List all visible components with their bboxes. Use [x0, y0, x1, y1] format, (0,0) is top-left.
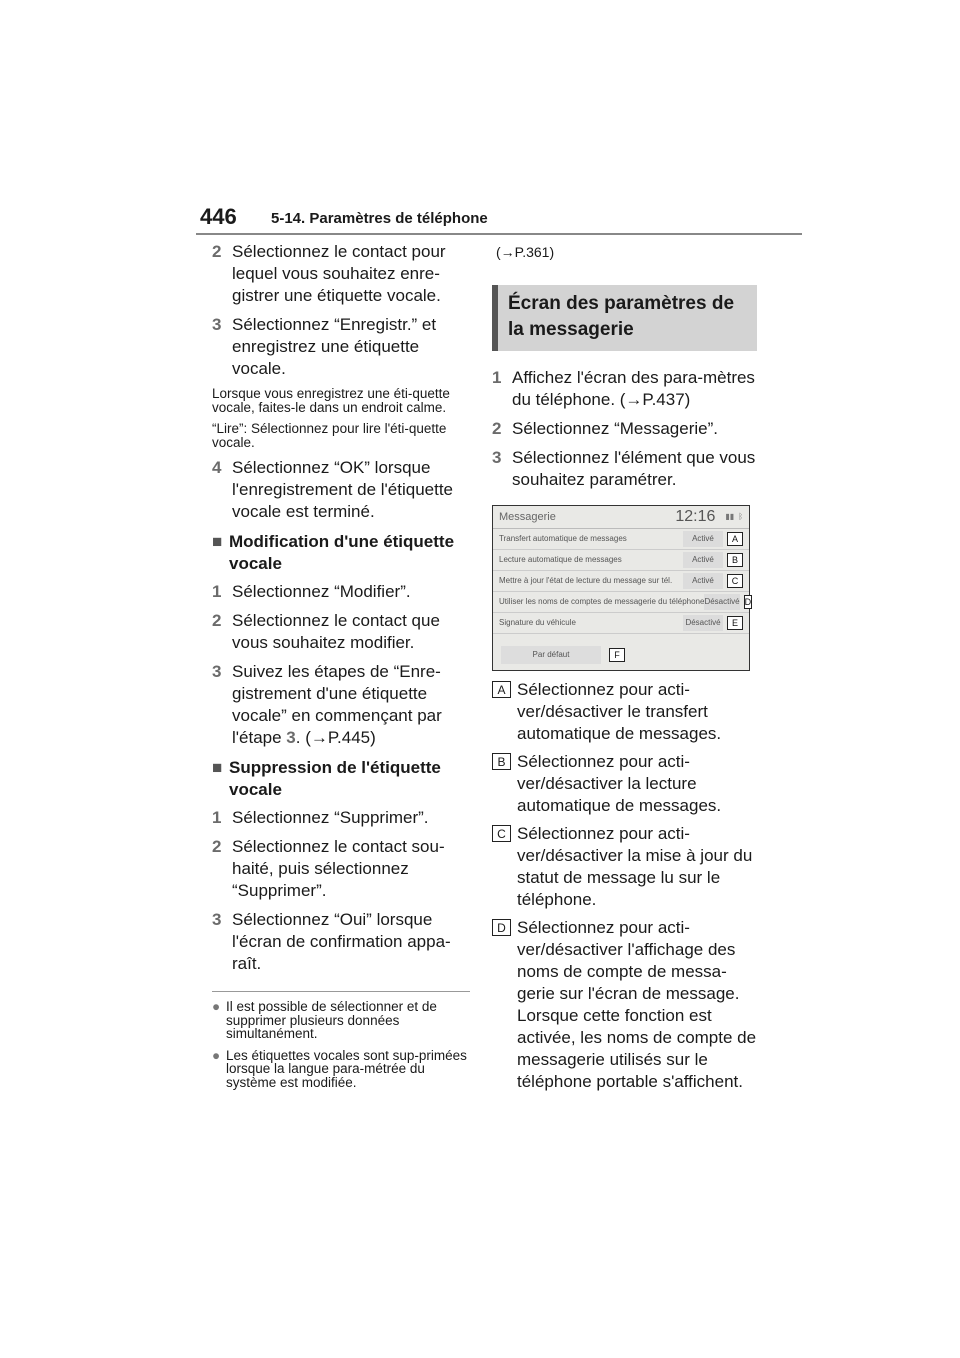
callout-description — [492, 679, 757, 745]
step — [492, 418, 757, 440]
step-number: 1 — [212, 808, 222, 827]
step-number: 4 — [212, 458, 222, 477]
section-heading-box: Écran des paramètres de la messagerie — [492, 285, 757, 351]
callout-text: Sélectionnez pour acti-ver/désactiver le transfert automatique de messages. — [517, 680, 722, 743]
callout-letter: C — [492, 825, 511, 842]
setting-row[interactable] — [493, 571, 749, 592]
step-number: 2 — [492, 419, 502, 438]
info-bullet — [212, 1000, 472, 1041]
step-text-part: Suivez les étapes de “Enre-gistrement d'une étiquette vocale” en commençant par l'étape — [232, 662, 442, 747]
subheading-text: Suppression de l'étiquette vocale — [229, 758, 441, 799]
right-column — [492, 241, 757, 1099]
step-text: Sélectionnez “Supprimer”. — [232, 808, 429, 827]
callout-tag: D — [744, 597, 752, 607]
step-text: Sélectionnez “OK” lorsque l'enregistrement de l'étiquette vocale est terminé. — [232, 458, 454, 521]
step-text: Sélectionnez “Messagerie”. — [512, 419, 718, 438]
callout-description — [492, 917, 757, 1093]
step — [212, 314, 472, 380]
step-text: Sélectionnez “Oui” lorsque l'écran de confirmation appa-raît. — [232, 910, 451, 973]
step — [212, 661, 472, 749]
step-number: 1 — [212, 582, 222, 601]
step — [212, 610, 472, 654]
callout-text: Sélectionnez pour acti-ver/désactiver l'affichage des noms de compte de messa-gerie sur l'écran de message. Lorsque cette fonction est activée, les noms de compte de messagerie utilisés sur le téléphone portable s'affichent. — [517, 918, 757, 1091]
page-reference: . (→P.445) — [295, 728, 376, 747]
setting-row[interactable] — [493, 613, 749, 634]
note: Lorsque vous enregistrez une éti-quette vocale, faites-le dans un endroit calme. — [212, 386, 450, 415]
section-title: 5-14. Paramètres de téléphone — [271, 210, 488, 227]
setting-value[interactable]: Désactivé — [704, 594, 739, 610]
step-text: Sélectionnez l'élément que vous souhaitez paramétrer. — [512, 448, 756, 489]
step-reference: 3 — [286, 728, 296, 747]
step-number: 3 — [212, 315, 222, 334]
note: “Lire”: Sélectionnez pour lire l'éti-quette vocale. — [212, 421, 447, 450]
step-number: 2 — [212, 611, 222, 630]
step — [212, 581, 472, 603]
signal-icon: ▮▮ — [725, 512, 735, 521]
callout-letter: A — [492, 681, 511, 698]
callout-tag: A — [727, 532, 743, 546]
callout-letter: B — [492, 753, 511, 770]
setting-value[interactable]: Activé — [683, 531, 723, 547]
step-number: 1 — [492, 368, 502, 387]
setting-label: Lecture automatique de messages — [499, 555, 622, 564]
step — [212, 241, 472, 307]
bluetooth-icon: ᛒ — [738, 512, 743, 521]
callout-letter: D — [492, 919, 511, 936]
callout-text: Sélectionnez pour acti-ver/désactiver la mise à jour du statut de message lu sur le téléphone. — [517, 824, 753, 909]
screen-title: Messagerie — [499, 511, 556, 523]
step-text: Sélectionnez “Enregistr.” et enregistrez une étiquette vocale. — [232, 315, 437, 378]
setting-row[interactable] — [493, 550, 749, 571]
page-number: 446 — [200, 204, 237, 229]
callout-tag: F — [609, 648, 625, 662]
setting-value[interactable]: Activé — [683, 573, 723, 589]
step — [212, 836, 472, 902]
square-bullet-icon: ■ — [212, 532, 223, 551]
square-bullet-icon: ■ — [212, 758, 223, 777]
page-reference: (→P.361) — [496, 244, 555, 260]
step-text: Sélectionnez le contact que vous souhaitez modifier. — [232, 611, 440, 652]
screen-title-bar — [493, 506, 749, 529]
default-button[interactable]: Par défaut — [501, 646, 601, 664]
step-number: 2 — [212, 837, 222, 856]
step-text: Affichez l'écran des para-mètres du téléphone. (→P.437) — [512, 368, 755, 409]
step-number: 3 — [492, 448, 502, 467]
left-column — [212, 241, 472, 1097]
header-rule — [196, 233, 802, 235]
setting-value[interactable]: Désactivé — [683, 615, 723, 631]
step — [492, 367, 757, 411]
messaging-screen-illustration — [492, 505, 750, 671]
step — [492, 447, 757, 491]
step-text: Sélectionnez “Modifier”. — [232, 582, 411, 601]
subheading-text: Modification d'une étiquette vocale — [229, 532, 455, 573]
bullet-text: Les étiquettes vocales sont sup-primées lorsque la langue para-métrée du système est modifiée. — [226, 1047, 467, 1090]
callout-description — [492, 751, 757, 817]
circle-bullet-icon: ● — [212, 999, 221, 1014]
step-text: Sélectionnez le contact sou-haité, puis sélectionnez “Supprimer”. — [232, 837, 445, 900]
step-text: Sélectionnez le contact pour lequel vous souhaitez enre-gistrer une étiquette vocale. — [232, 242, 446, 305]
setting-label: Mettre à jour l'état de lecture du message sur tél. — [499, 576, 673, 585]
callout-tag: E — [727, 616, 743, 630]
setting-value[interactable]: Activé — [683, 552, 723, 568]
setting-label: Transfert automatique de messages — [499, 534, 627, 543]
circle-bullet-icon: ● — [212, 1047, 221, 1063]
step-number: 2 — [212, 242, 222, 261]
callout-tag: C — [727, 574, 743, 588]
callout-description — [492, 823, 757, 911]
setting-label: Utiliser les noms de comptes de messagerie du téléphone — [499, 597, 705, 606]
callout-tag: B — [727, 553, 743, 567]
step — [212, 909, 472, 975]
step — [212, 807, 472, 829]
subheading-delete — [212, 757, 472, 801]
step — [212, 457, 472, 523]
screen-clock: 12:16 — [675, 508, 716, 525]
subheading-modify — [212, 531, 472, 575]
step-text — [232, 661, 472, 749]
divider — [212, 991, 470, 992]
setting-label: Signature du véhicule — [499, 618, 576, 627]
setting-row[interactable] — [493, 592, 752, 613]
info-bullet — [212, 1049, 472, 1090]
setting-row[interactable] — [493, 529, 749, 550]
callout-text: Sélectionnez pour acti-ver/désactiver la lecture automatique de messages. — [517, 752, 722, 815]
step-number: 3 — [212, 662, 222, 681]
step-number: 3 — [212, 910, 222, 929]
bullet-text: Il est possible de sélectionner et de supprimer plusieurs données simultanément. — [226, 999, 437, 1041]
